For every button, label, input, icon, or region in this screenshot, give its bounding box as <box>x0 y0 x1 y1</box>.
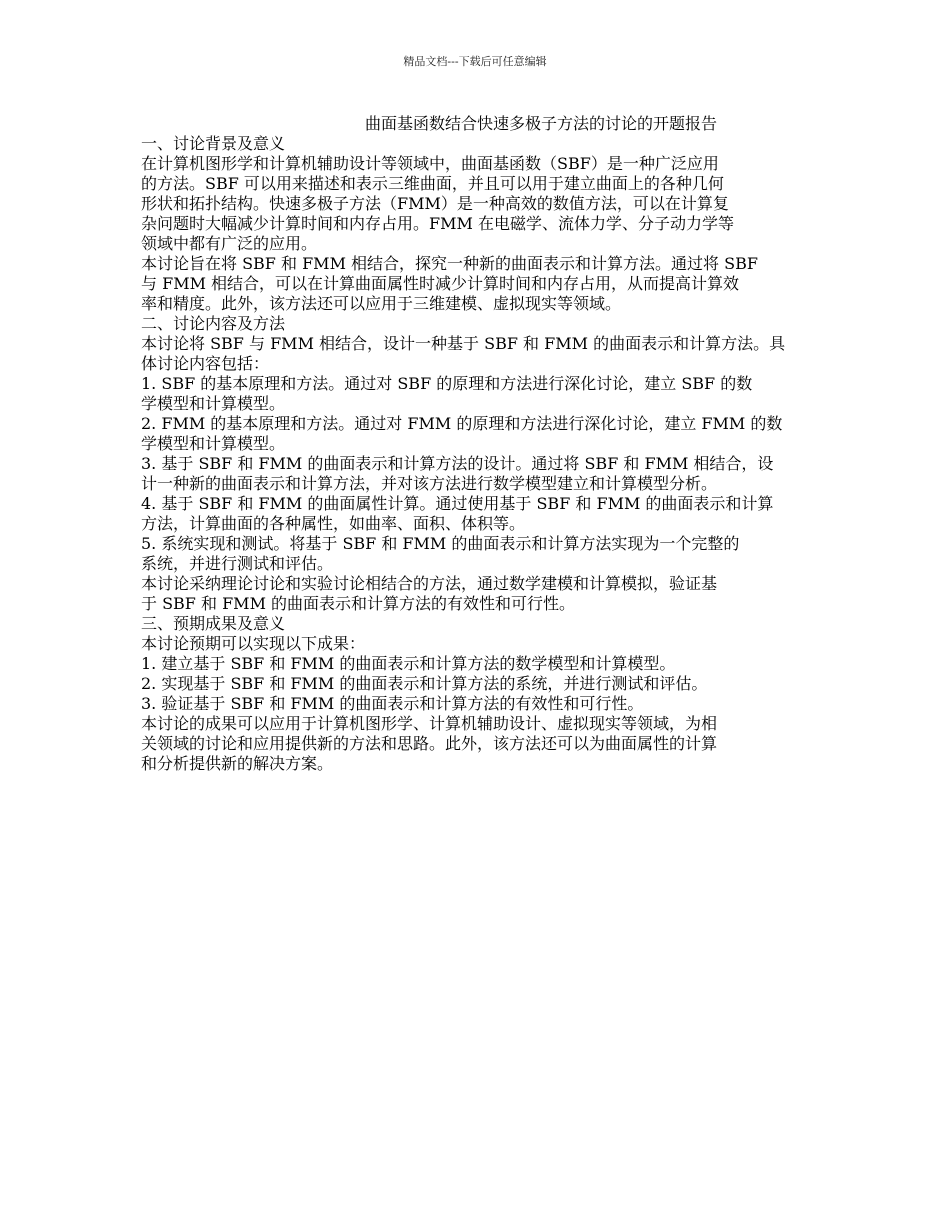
body-text-line: 学模型和计算模型。 <box>141 434 286 453</box>
body-text-line: 关领域的讨论和应用提供新的方法和思路。此外，该方法还可以为曲面属性的计算 <box>141 734 718 753</box>
body-text-line: 三、预期成果及意义 <box>141 614 286 633</box>
body-text-line: 5. 系统实现和测试。将基于 SBF 和 FMM 的曲面表示和计算方法实现为一个完整的 <box>141 534 740 553</box>
body-text-line: 二、讨论内容及方法 <box>141 314 286 333</box>
body-text-line: 1. SBF 的基本原理和方法。通过对 SBF 的原理和方法进行深化讨论，建立 SBF 的数 <box>141 374 753 393</box>
body-text-line: 体讨论内容包括： <box>141 354 270 373</box>
body-text-line: 本讨论将 SBF 与 FMM 相结合，设计一种基于 SBF 和 FMM 的曲面表示和计算方法。具 <box>141 334 786 353</box>
body-text-line: 系统，并进行测试和评估。 <box>141 554 334 573</box>
body-text-line: 2. 实现基于 SBF 和 FMM 的曲面表示和计算方法的系统，并进行测试和评估。 <box>141 674 708 693</box>
body-text-line: 4. 基于 SBF 和 FMM 的曲面属性计算。通过使用基于 SBF 和 FMM 的曲面表示和计算 <box>141 494 774 513</box>
document-title: 曲面基函数结合快速多极子方法的讨论的开题报告 <box>365 114 718 133</box>
body-text-line: 本讨论的成果可以应用于计算机图形学、计算机辅助设计、虚拟现实等领域，为相 <box>141 714 718 733</box>
body-text-line: 本讨论预期可以实现以下成果： <box>141 634 366 653</box>
body-text-line: 于 SBF 和 FMM 的曲面表示和计算方法的有效性和可行性。 <box>141 594 576 613</box>
body-text-line: 本讨论采纳理论讨论和实验讨论相结合的方法，通过数学建模和计算模拟，验证基 <box>141 574 718 593</box>
body-text-line: 2. FMM 的基本原理和方法。通过对 FMM 的原理和方法进行深化讨论，建立 FMM 的数 <box>141 414 783 433</box>
body-text-line: 方法，计算曲面的各种属性，如曲率、面积、体积等。 <box>141 514 526 533</box>
body-text-line: 一、讨论背景及意义 <box>141 134 286 153</box>
body-text-line: 和分析提供新的解决方案。 <box>141 754 334 773</box>
body-text-line: 3. 基于 SBF 和 FMM 的曲面表示和计算方法的设计。通过将 SBF 和 FMM 相结合，设 <box>141 454 774 473</box>
body-text-line: 形状和拓扑结构。快速多极子方法（FMM）是一种高效的数值方法，可以在计算复 <box>141 194 729 213</box>
body-text-line: 1. 建立基于 SBF 和 FMM 的曲面表示和计算方法的数学模型和计算模型。 <box>141 654 676 673</box>
body-text-line: 领域中都有广泛的应用。 <box>141 234 318 253</box>
body-text-line: 率和精度。此外，该方法还可以应用于三维建模、虚拟现实等领域。 <box>141 294 622 313</box>
body-text-line: 的方法。SBF 可以用来描述和表示三维曲面，并且可以用于建立曲面上的各种几何 <box>141 174 724 193</box>
body-text-line: 计一种新的曲面表示和计算方法，并对该方法进行数学模型建立和计算模型分析。 <box>141 474 718 493</box>
document-body <box>141 134 813 774</box>
body-text-line: 学模型和计算模型。 <box>141 394 286 413</box>
body-text-line: 与 FMM 相结合，可以在计算曲面属性时减少计算时间和内存占用，从而提高计算效 <box>141 274 740 293</box>
body-text-line: 3. 验证基于 SBF 和 FMM 的曲面表示和计算方法的有效性和可行性。 <box>141 694 644 713</box>
body-text-line: 在计算机图形学和计算机辅助设计等领域中，曲面基函数（SBF）是一种广泛应用 <box>141 154 719 173</box>
header-note: 精品文档---下载后可任意编辑 <box>403 55 547 68</box>
body-text-line: 本讨论旨在将 SBF 和 FMM 相结合，探究一种新的曲面表示和计算方法。通过将 SBF <box>141 254 758 273</box>
body-text-line: 杂问题时大幅减少计算时间和内存占用。FMM 在电磁学、流体力学、分子动力学等 <box>141 214 734 233</box>
